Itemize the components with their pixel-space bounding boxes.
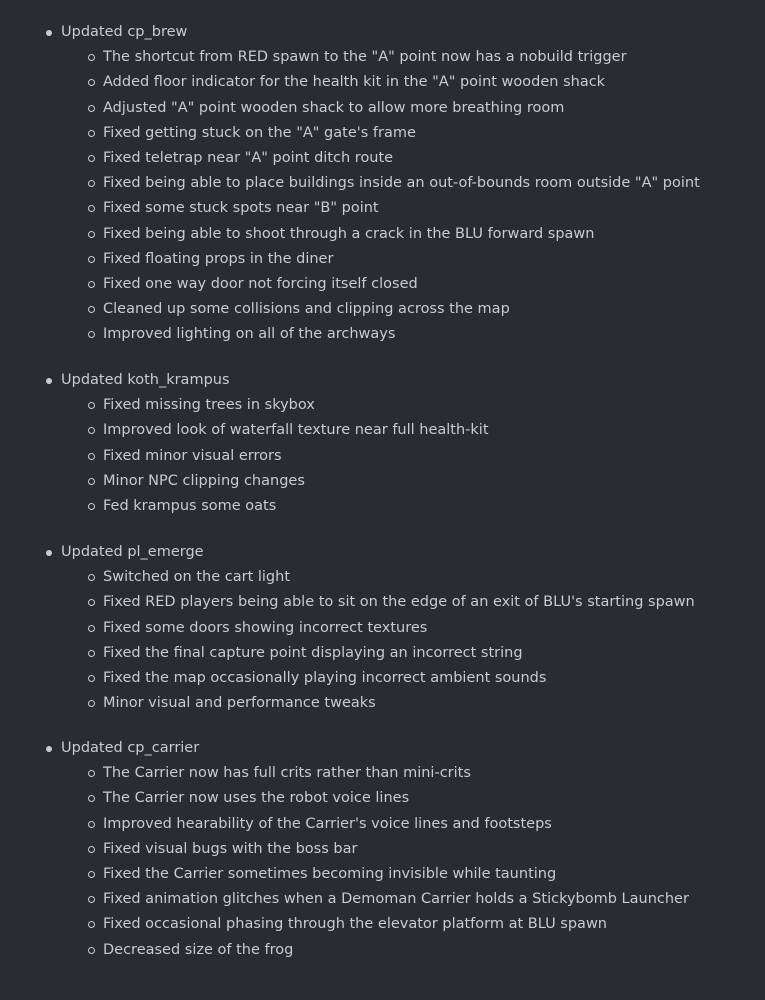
list-item	[103, 494, 276, 519]
hollow-bullet-icon	[88, 331, 95, 338]
list-item-text: Fixed visual bugs with the boss bar	[103, 840, 358, 857]
list-item	[103, 297, 510, 322]
list-item	[103, 761, 471, 786]
list-item	[103, 96, 564, 121]
list-item	[103, 222, 594, 247]
list-item-text: Fixed animation glitches when a Demoman Carrier holds a Stickybomb Launcher	[103, 891, 689, 908]
list-item	[103, 812, 552, 837]
hollow-bullet-icon	[88, 846, 95, 853]
list-item	[103, 938, 293, 963]
list-item-text: Fixed some stuck spots near "B" point	[103, 200, 379, 217]
section-title	[61, 736, 199, 761]
list-item-text: Fixed teletrap near "A" point ditch route	[103, 150, 394, 166]
section-title	[61, 20, 187, 45]
hollow-bullet-icon	[88, 180, 95, 187]
hollow-bullet-icon	[88, 599, 95, 606]
list-item-text: The shortcut from RED spawn to the "A" point now has a nobuild trigger	[103, 49, 627, 66]
list-item-text: Minor NPC clipping changes	[103, 472, 305, 489]
section-title-text: Updated pl_emerge	[61, 544, 204, 560]
section-title-text: Updated cp_brew	[61, 24, 188, 40]
hollow-bullet-icon	[88, 871, 95, 878]
hollow-bullet-icon	[88, 231, 95, 238]
hollow-bullet-icon	[88, 54, 95, 61]
hollow-bullet-icon	[88, 947, 95, 954]
list-item-text: Fixed being able to shoot through a crack in the BLU forward spawn	[103, 225, 595, 242]
list-item	[103, 196, 379, 221]
list-item	[103, 272, 418, 297]
list-item	[103, 837, 357, 862]
section-title-text: Updated cp_carrier	[61, 740, 200, 756]
list-item	[103, 469, 305, 494]
section-title	[61, 540, 204, 565]
hollow-bullet-icon	[88, 155, 95, 162]
list-item	[103, 418, 489, 443]
list-item	[103, 616, 427, 641]
list-item	[103, 887, 689, 912]
hollow-bullet-icon	[88, 478, 95, 485]
hollow-bullet-icon	[88, 921, 95, 928]
list-item-text: Fixed one way door not forcing itself closed	[103, 276, 418, 292]
hollow-bullet-icon	[88, 503, 95, 510]
hollow-bullet-icon	[88, 256, 95, 263]
list-item-text: Adjusted "A" point wooden shack to allow more breathing room	[103, 99, 565, 116]
list-item	[103, 322, 395, 347]
list-item-text: Switched on the cart light	[103, 569, 290, 586]
list-item-text: Fixed RED players being able to sit on the edge of an exit of BLU's starting spawn	[103, 594, 695, 611]
hollow-bullet-icon	[88, 130, 95, 137]
hollow-bullet-icon	[88, 896, 95, 903]
list-item-text: Fixed missing trees in skybox	[103, 397, 315, 414]
list-item	[103, 393, 315, 418]
list-item	[103, 786, 409, 811]
hollow-bullet-icon	[88, 675, 95, 682]
bullet-icon	[46, 30, 52, 36]
hollow-bullet-icon	[88, 453, 95, 460]
list-item	[103, 247, 333, 272]
list-item-text: Fixed the Carrier sometimes becoming invisible while taunting	[103, 866, 557, 882]
hollow-bullet-icon	[88, 427, 95, 434]
list-item	[103, 146, 393, 171]
list-item	[103, 912, 607, 937]
list-item-text: Decreased size of the frog	[103, 941, 294, 958]
hollow-bullet-icon	[88, 402, 95, 409]
list-item-text: Fixed being able to place buildings inside an out-of-bounds room outside "A" point	[103, 175, 700, 192]
list-item-text: Improved hearability of the Carrier's voice lines and footsteps	[103, 815, 552, 832]
hollow-bullet-icon	[88, 770, 95, 777]
hollow-bullet-icon	[88, 281, 95, 288]
list-item-text: The Carrier now has full crits rather than mini-crits	[103, 765, 471, 782]
list-item	[103, 45, 627, 70]
list-item-text: Cleaned up some collisions and clipping across the map	[103, 301, 510, 318]
list-item-text: Improved lighting on all of the archways	[103, 326, 396, 343]
list-item-text: Improved look of waterfall texture near full health-kit	[103, 422, 489, 439]
list-item-text: Fixed getting stuck on the "A" gate's frame	[103, 124, 416, 141]
list-item-text: Fixed occasional phasing through the elevator platform at BLU spawn	[103, 916, 607, 933]
list-item	[103, 70, 605, 95]
hollow-bullet-icon	[88, 625, 95, 632]
list-item	[103, 121, 416, 146]
list-item	[103, 590, 695, 615]
hollow-bullet-icon	[88, 821, 95, 828]
list-item	[103, 444, 282, 469]
list-item-text: Added floor indicator for the health kit in the "A" point wooden shack	[103, 74, 606, 91]
hollow-bullet-icon	[88, 700, 95, 707]
list-item-text: Fixed the final capture point displaying an incorrect string	[103, 644, 523, 661]
list-item-text: Fixed floating props in the diner	[103, 250, 334, 267]
hollow-bullet-icon	[88, 795, 95, 802]
list-item	[103, 691, 376, 716]
hollow-bullet-icon	[88, 79, 95, 86]
list-item	[103, 171, 700, 196]
list-item-text: Fixed the map occasionally playing incorrect ambient sounds	[103, 670, 547, 686]
list-item	[103, 565, 290, 590]
hollow-bullet-icon	[88, 205, 95, 212]
hollow-bullet-icon	[88, 574, 95, 581]
section-title	[61, 368, 230, 393]
hollow-bullet-icon	[88, 306, 95, 313]
list-item	[103, 666, 546, 691]
section-title-text: Updated koth_krampus	[61, 372, 230, 388]
bullet-icon	[46, 378, 52, 384]
list-item	[103, 641, 523, 666]
list-item-text: Fed krampus some oats	[103, 498, 277, 514]
list-item-text: The Carrier now uses the robot voice lines	[103, 790, 410, 807]
list-item	[103, 862, 556, 887]
list-item-text: Fixed some doors showing incorrect textures	[103, 619, 428, 636]
bullet-icon	[46, 746, 52, 752]
hollow-bullet-icon	[88, 650, 95, 657]
hollow-bullet-icon	[88, 105, 95, 112]
list-item-text: Fixed minor visual errors	[103, 447, 282, 464]
list-item-text: Minor visual and performance tweaks	[103, 695, 376, 712]
bullet-icon	[46, 550, 52, 556]
